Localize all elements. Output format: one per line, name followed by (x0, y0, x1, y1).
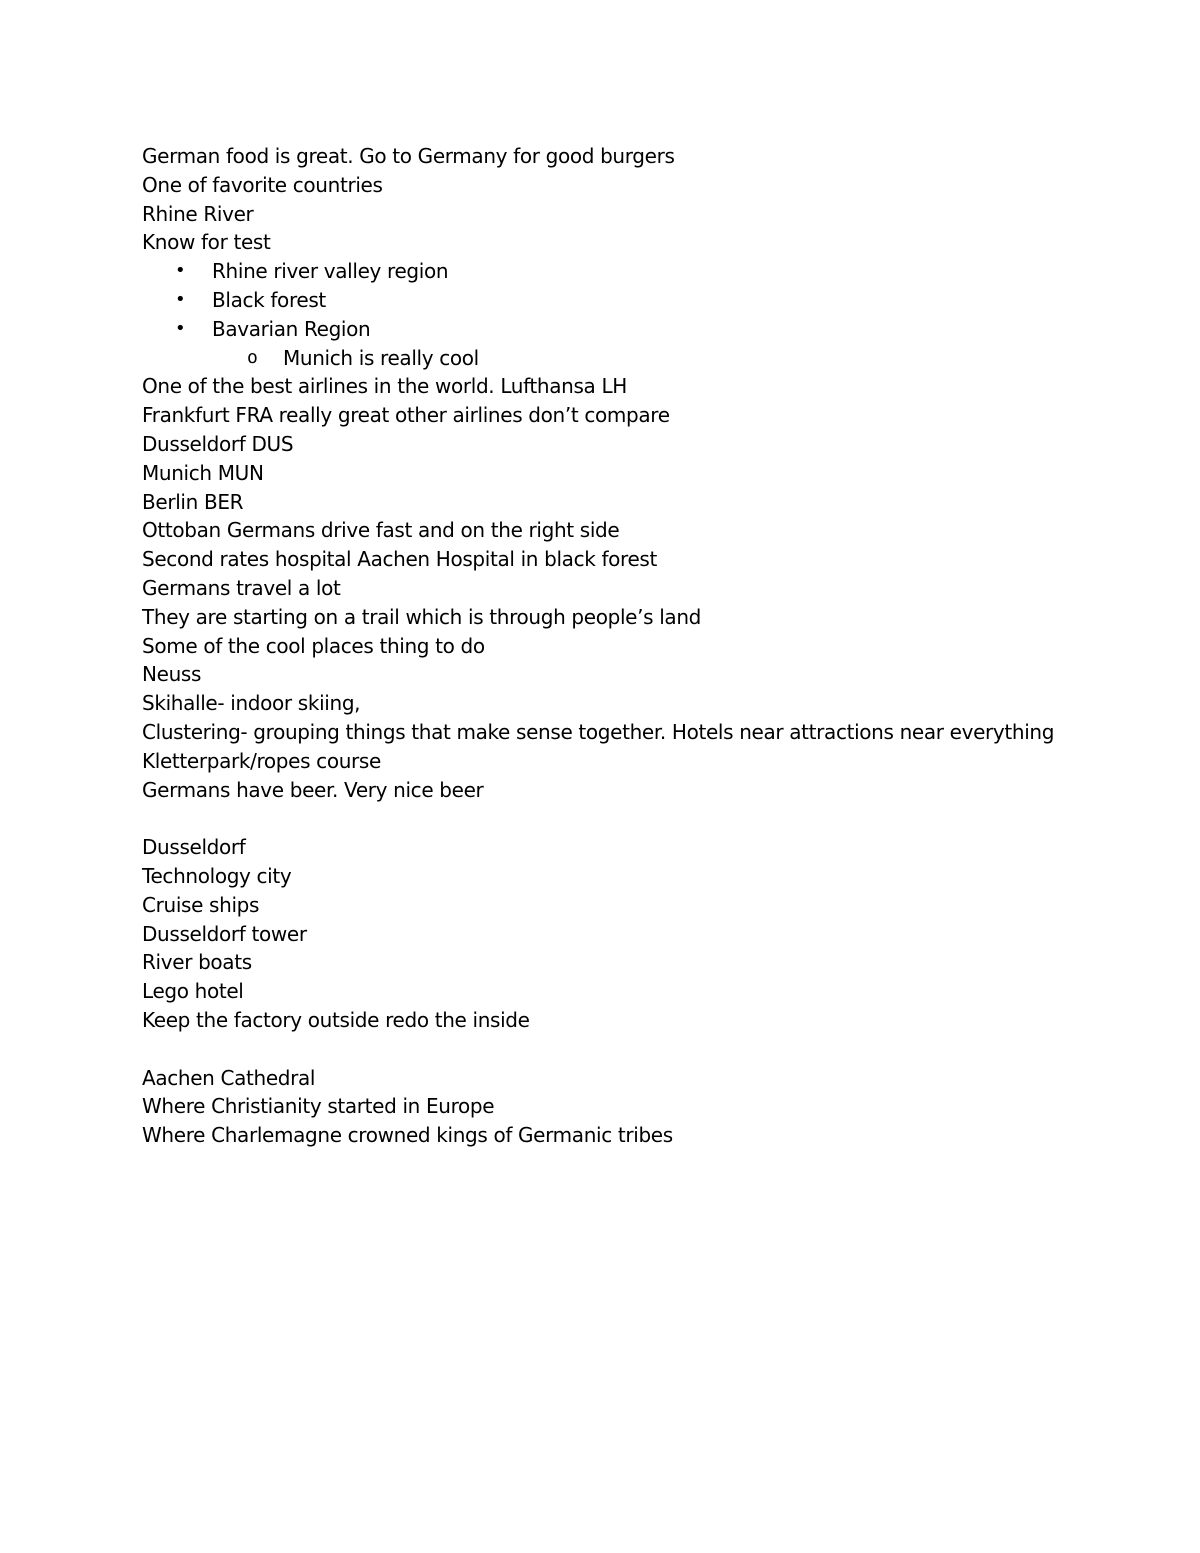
blank-line (142, 1035, 1142, 1064)
text-line: Dusseldorf DUS (142, 431, 294, 456)
text-line: Clustering- grouping things that make sense together. Hotels near attractions near everything (142, 719, 1055, 744)
bullet-item (142, 315, 1142, 344)
text-line: Kletterpark/ropes course (142, 748, 381, 773)
text-line: Technology city (142, 863, 292, 888)
hollow-bullet-icon: o (247, 346, 258, 368)
text-line: They are starting on a trail which is through people’s land (142, 604, 701, 629)
text-line: Germans have beer. Very nice beer (142, 777, 484, 802)
text-line: River boats (142, 950, 252, 975)
text-line: Frankfurt FRA really great other airlines don’t compare (142, 403, 670, 428)
text-line: Germans travel a lot (142, 575, 341, 600)
text-line: Neuss (142, 662, 202, 687)
text-line: Dusseldorf tower (142, 921, 307, 946)
text-line: Skihalle- indoor skiing, (142, 691, 361, 716)
text-line: German food is great. Go to Germany for good burgers (142, 144, 675, 168)
text-line: Lego hotel (142, 979, 244, 1004)
text-line: Where Christianity started in Europe (142, 1094, 495, 1119)
bullet-icon: • (175, 317, 186, 339)
text-line: One of the best airlines in the world. Lufthansa LH (142, 374, 627, 399)
text-line: Munich MUN (142, 460, 264, 485)
document-body (142, 142, 1142, 1150)
text-line: Keep the factory outside redo the inside (142, 1007, 530, 1032)
bullet-text: Rhine river valley region (212, 259, 449, 284)
bullet-item (142, 286, 1142, 315)
text-line: One of favorite countries (142, 172, 383, 197)
bullet-icon: • (175, 260, 186, 282)
bullet-text: Bavarian Region (212, 316, 371, 341)
bullet-text: Black forest (212, 287, 326, 312)
text-line: Berlin BER (142, 489, 244, 514)
text-line: Cruise ships (142, 892, 260, 917)
text-line: Rhine River (142, 201, 254, 226)
text-line: Dusseldorf (142, 835, 246, 860)
sub-bullet-item (142, 344, 1142, 373)
sub-bullet-text: Munich is really cool (283, 345, 479, 370)
text-line: Ottoban Germans drive fast and on the right side (142, 518, 620, 543)
blank-line (142, 804, 1142, 833)
text-line: Second rates hospital Aachen Hospital in black forest (142, 547, 657, 572)
text-line: Some of the cool places thing to do (142, 633, 485, 658)
bullet-item (142, 257, 1142, 286)
bullet-icon: • (175, 288, 186, 310)
text-line: Aachen Cathedral (142, 1065, 316, 1090)
text-line: Where Charlemagne crowned kings of Germanic tribes (142, 1123, 673, 1148)
text-line: Know for test (142, 230, 271, 255)
